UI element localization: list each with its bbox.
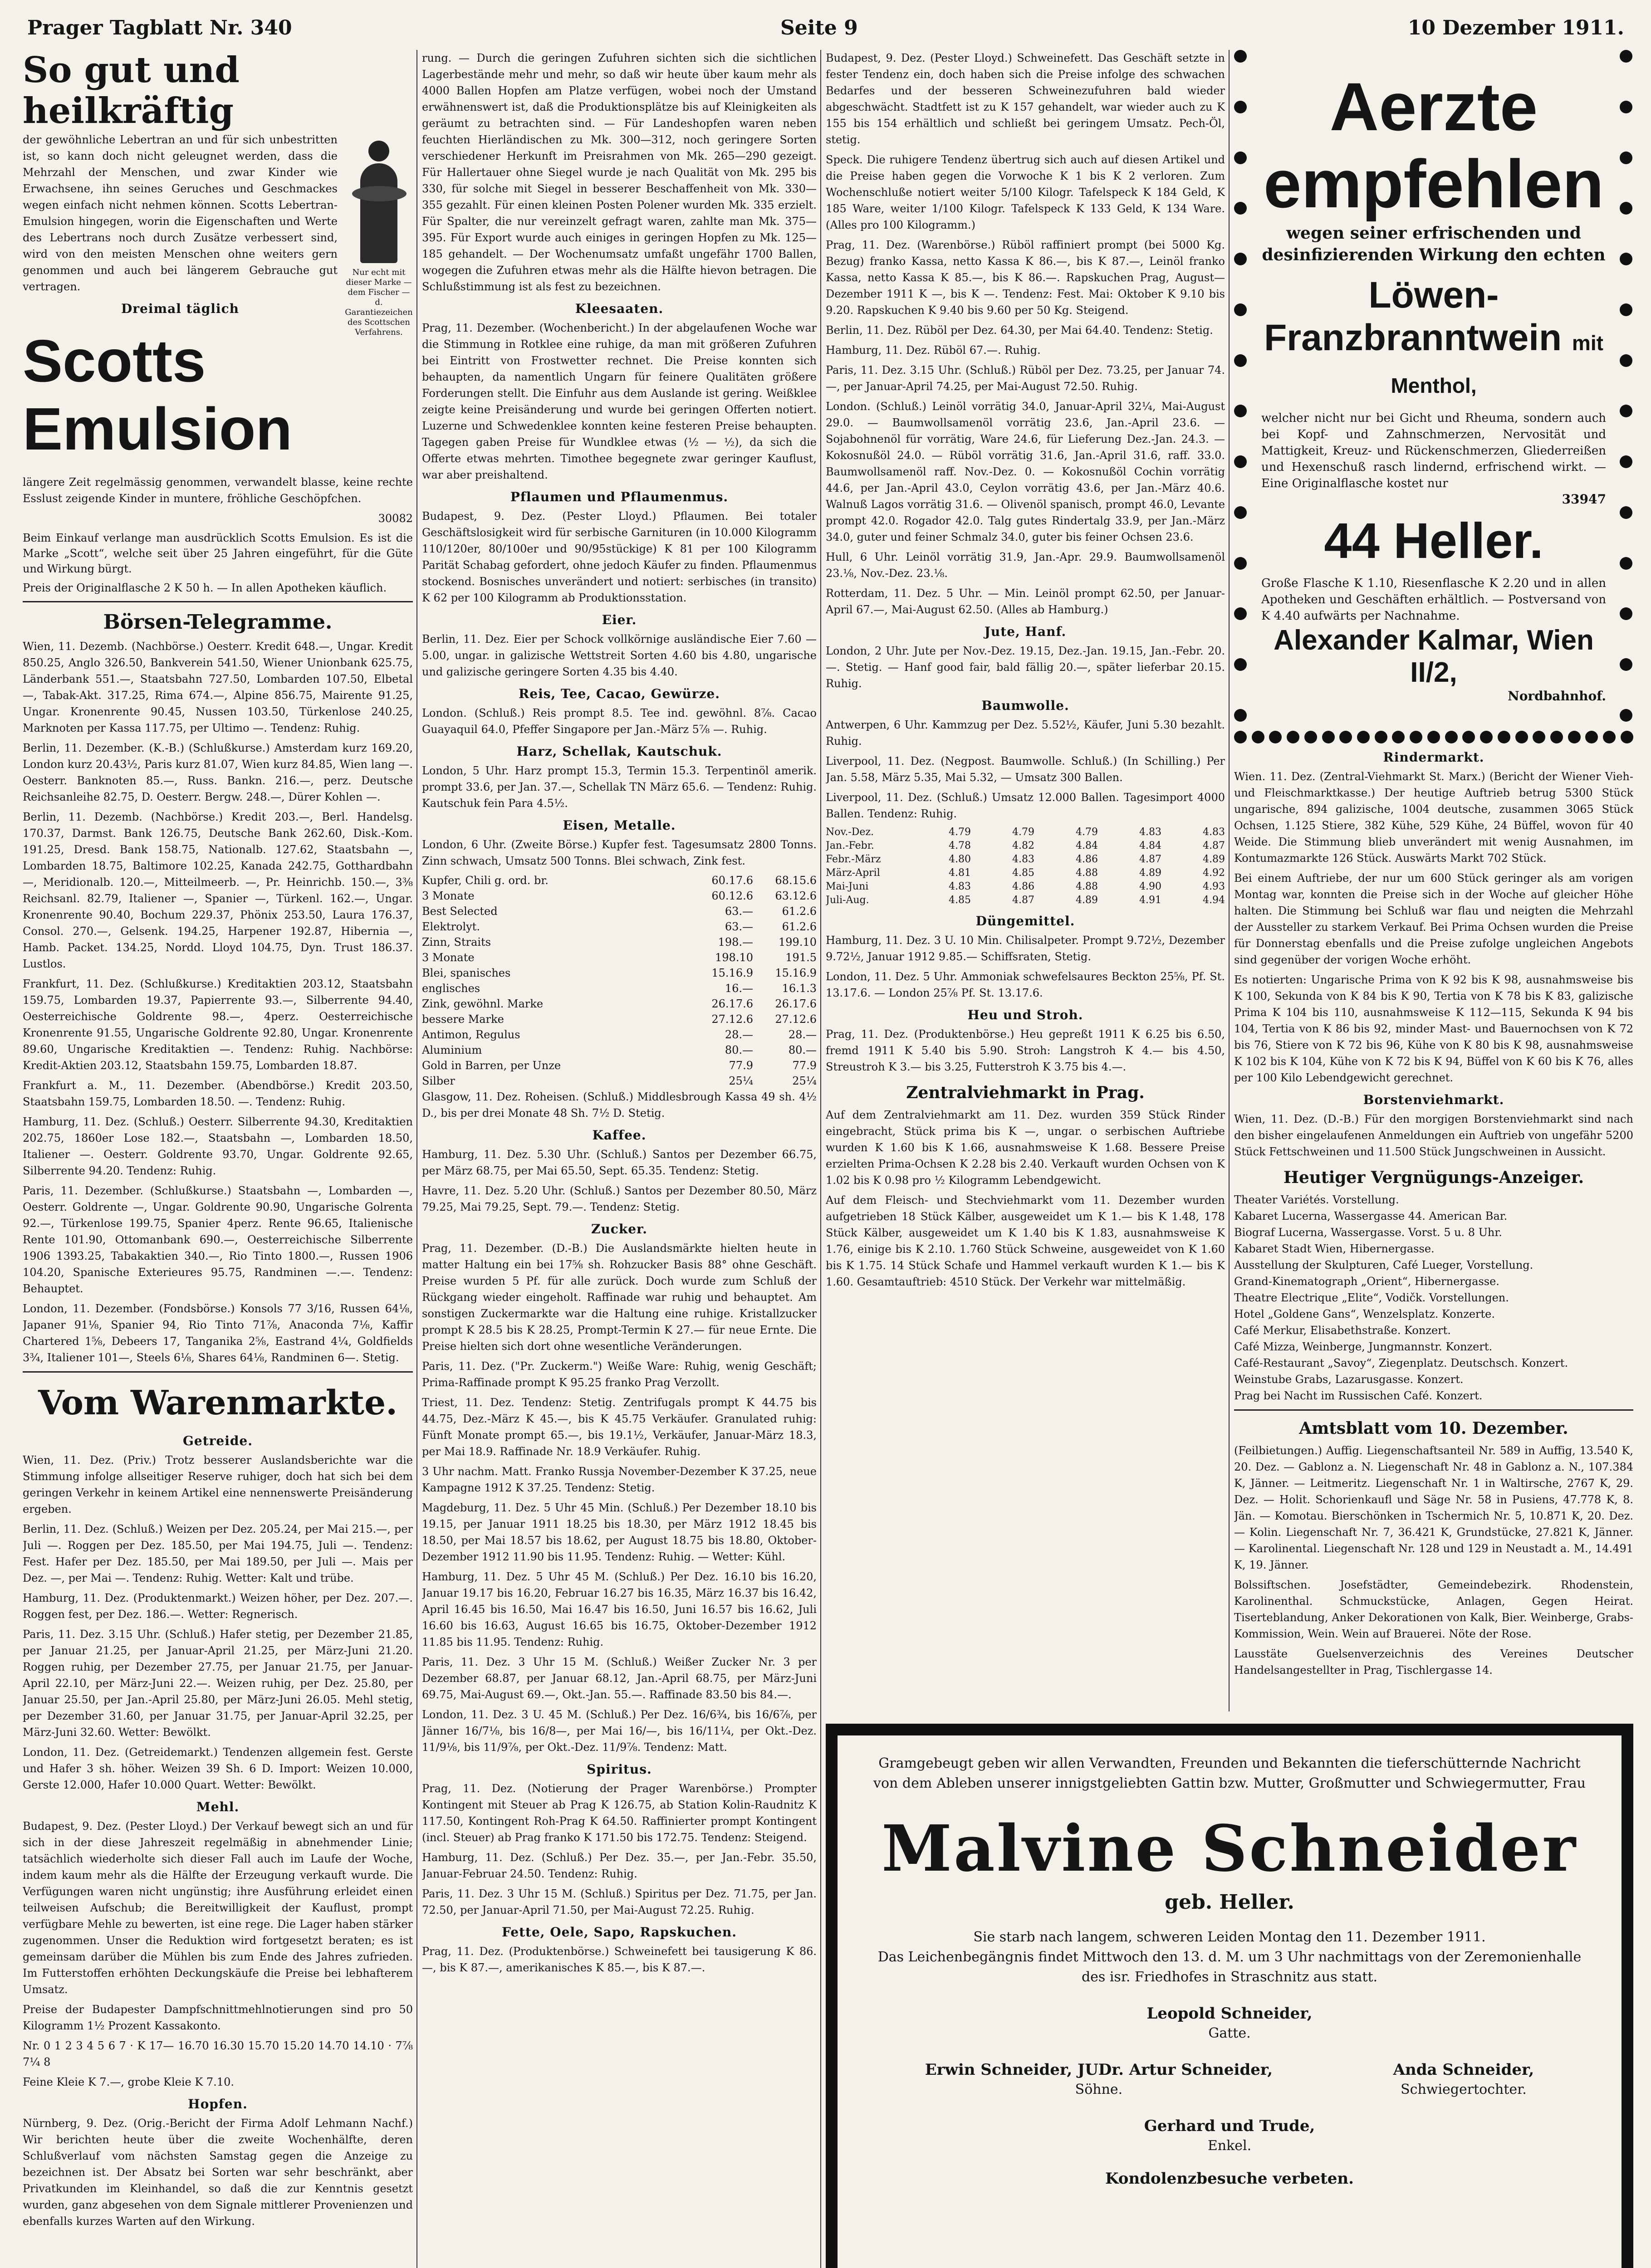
hopfen-para: Nürnberg, 9. Dez. (Orig.-Bericht der Firma Adolf Lehmann Nachf.) Wir berichten heute über die zweite Wochenhälfte, deren Schlußverlauf vom nächsten Samstag gegen die Anzeige zu bezeichnen ist. Der Absatz bei Sorten war sehr beschränkt, aber Privatkunden im Kleinhandel, so daß die zur Kenntnis gesetzt wurden, ganz abgesehen von dem Signale mittlerer Provenienzen und ebenfalls kurzes Warten auf den Wirkung. <box>23 2117 413 2228</box>
subsection-duenger: Düngemittel. <box>975 914 1075 929</box>
ad-border-dots <box>1620 50 1633 722</box>
amtsblatt-para: (Feilbietungen.) Auffig. Liegenschaftsanteil Nr. 589 in Auffig, 13.540 K, 20. Dez. — Gablonz a. N. Liegenschaft Nr. 48 in Gablonz a. N., 107.384 K, Jänner. — Leitmeritz. Liegenschaft Nr. 1 in Waltirsche, 2767 K, 29. Dez. — Holit. Schorienkaufl und Säge Nr. 58 in Pusiens, 47.778 K, 8. Jän. — Komotau. Bierschönken in Tschermich Nr. 5, 10.871 K, 20. Dez. — Kolin. Liegenschaft Nr. 7, 36.421 K, Grundstücke, 27.821 K, Jänner. — Karolinental. Liegenschaft Nr. 128 und 129 in Neustadt a. M., 14.491 K, 19. Jänner. <box>1234 1444 1633 1571</box>
aerzte-headline: Aerzte empfehlen <box>1263 68 1604 222</box>
cotton-row: Juli-Aug. 4.85 4.87 4.89 4.91 4.94 <box>826 894 1225 906</box>
funeral-info: Das Leichenbegängnis findet Mittwoch den 13. d. M. um 3 Uhr nachmittags von der Zeremonienhalle des isr. Friedhofes in Straschnitz aus statt. <box>877 1949 1582 1985</box>
metals-row: bessere Marke 27.12.6 27.12.6 <box>422 1013 817 1026</box>
subsection-pflaumen: Pflaumen und Pflaumenmus. <box>510 489 729 504</box>
figure-body <box>360 163 397 263</box>
getreide-para: Wien, 11. Dez. (Priv.) Trotz besserer Auslandsberichte war die Stimmung infolge allseitiger Reserve ruhiger, doch hat sich bei dem geringen Verkehr in keinem Artikel eine nennenswerte Preisänderung ergeben. <box>23 1454 413 1515</box>
aerzte-code: 33947 <box>1562 492 1606 507</box>
eier-para: Berlin, 11. Dez. Eier per Schock vollkörnige ausländische Eier 7.60 — 5.00, ungar. in galizische Wettstreit Sorten 4.60 bis 4.80, ungarische und galizische geringere Sorten 4.35 bis 4.40. <box>422 633 817 678</box>
column-2 <box>422 50 817 2268</box>
divider <box>1234 1409 1633 1411</box>
subsection-heu: Heu und Stroh. <box>967 1007 1083 1022</box>
cotton-row: Febr.-März 4.80 4.83 4.86 4.87 4.89 <box>826 854 1225 865</box>
figure-caption: Nur echt mit dieser Marke — dem Fischer — d. Garantiezeichen des Scottschen Verfahrens. <box>345 268 413 337</box>
spiritus-para: Hamburg, 11. Dez. (Schluß.) Per Dez. 35.—, per Jan.-Febr. 35.50, Januar-Februar 24.50. Tendenz: Ruhig. <box>422 1851 817 1880</box>
subsection-spiritus: Spiritus. <box>587 1762 652 1777</box>
baumwolle-para: Liverpool, 11. Dez. (Negpost. Baumwolle. Schluß.) (In Schilling.) Per Jan. 5.58, März 5.35, Mai 5.32, — Umsatz 300 Ballen. <box>826 755 1225 784</box>
fett-para: Rotterdam, 11. Dez. 5 Uhr. — Min. Leinöl prompt 62.50, per Januar-April 67.—, Mai-August 62.50. (Alles ab Hamburg.) <box>826 587 1225 616</box>
rinder-para: Wien. 11. Dez. (Zentral-Viehmarkt St. Marx.) (Bericht der Wiener Vieh- und Fleischmarktkasse.) Der heutige Auftrieb betrug 5300 Stück ungarische, 894 galizische, 1004 deutsche, zusammen 3065 Stück Ochsen, 1.125 Stiere, 382 Kühe, 529 Kühe, 24 Büffel, wovon für 40 Weide. Die Stimmung blieb unverändert mit wenig Ausnahmen, im Kontumazmarkte 126 Stück. Auswärts Markt 702 Stück. <box>1234 770 1633 865</box>
vergn-line: Theater Variétés. Vorstellung. <box>1234 1193 1399 1206</box>
vergn-line: Hotel „Goldene Gans“, Wenzelsplatz. Konzerte. <box>1234 1308 1495 1320</box>
zucker-para: Paris, 11. Dez. 3 Uhr 15 M. (Schluß.) Weißer Zucker Nr. 3 per Dezember 68.87, per Januar 68.12, Jan.-April 68.75, per März-Juni 69.75, Mai-August 69.—, Okt.-Jan. 55.—. Raffinade 83.50 bis 84.—. <box>422 1656 817 1701</box>
section-title-boersen: Börsen-Telegramme. <box>103 611 333 634</box>
vergn-line: Ausstellung der Skulpturen, Café Lueger, Vorstellung. <box>1234 1259 1533 1271</box>
aerzte-price: 44 Heller. <box>1324 513 1543 569</box>
signature-row <box>865 2060 1594 2100</box>
boersen-para: London, 11. Dezember. (Fondsbörse.) Konsols 77 3/16, Russen 64⅛, Japaner 91⅛, Spanier 94, Rio Tinto 71⅞, Anaconda 7⅛, Kaffir Chartered 1⅝, Debeers 17, Tanganika 2⅝, Eastrand 4¼, Goldfields 3¾, Italiener 101—, Steels 6⅛, Shares 64⅛, Randminen 6—. Stetig. <box>23 1302 413 1364</box>
fett-para: Prag, 11. Dez. (Warenbörse.) Rüböl raffiniert prompt (bei 5000 Kg. Bezug) franko Kassa, netto Kassa K 86.—, bis K 87.—, Leinöl franko Kassa, netto Kassa K 85.—, bis K 86.—. Rapskuchen Prag, August—Dezember 1911 K —, bis K —. Tendenz: Fest. Mai: Oktober K 9.10 bis 9.20. Rapskuchen K 9.40 bis 9.60 per 50 Kg. Steigend. <box>826 239 1225 317</box>
subsection-amtsblatt: Amtsblatt vom 10. Dezember. <box>1299 1419 1568 1438</box>
vergn-line: Kabaret Lucerna, Wassergasse 44. American Bar. <box>1234 1210 1508 1222</box>
vergn-line: Kabaret Stadt Wien, Hibernergasse. <box>1234 1242 1435 1255</box>
duenger-para: Hamburg, 11. Dez. 3 U. 10 Min. Chilisalpeter. Prompt 9.72½, Dezember 9.72½, Januar 1912 9.85.— Schiffsraten, Stetig. <box>826 934 1225 963</box>
header-page: Seite 9 <box>780 16 858 39</box>
zucker-para: 3 Uhr nachm. Matt. Franko Russja November-Dezember K 37.25, neue Kampagne 1912 K 37.25. Tendenz: Stetig. <box>422 1465 817 1494</box>
jute-para: London, 2 Uhr. Jute per Nov.-Dez. 19.15, Dez.-Jan. 19.15, Jan.-Febr. 20.—. Stetig. — Hanf good fair, bald fällig 20.—, später lieferbar 20.15. Ruhig. <box>826 645 1225 690</box>
aerzte-sub: wegen seiner erfrischenden und desinfizierenden Wirkung den echten <box>1262 224 1606 264</box>
subsection-getreide: Getreide. <box>182 1433 253 1448</box>
scott-price: Preis der Originalflasche 2 K 50 h. — In allen Apotheken käuflich. <box>23 582 387 594</box>
column-rule <box>416 50 417 2268</box>
subsection-jute: Jute, Hanf. <box>984 624 1067 639</box>
column-3 <box>826 50 1225 1711</box>
zucker-para: Hamburg, 11. Dez. 5 Uhr 45 M. (Schluß.) Per Dez. 16.10 bis 16.20, Januar 19.17 bis 16.20, Februar 16.27 bis 16.35, März 16.37 bis 16.42, April 16.45 bis 16.50, Mai 16.47 bis 16.50, Juni 16.57 bis 16.62, Juli 16.60 bis 16.63, August 16.65 bis 16.75, Oktober-Dezember 1912 11.85 bis 11.95. Tendenz: Ruhig. <box>422 1570 817 1648</box>
fisherman-figure <box>345 132 413 337</box>
fett-para: Hamburg, 11. Dez. Rüböl 67.—. Ruhig. <box>826 344 1041 357</box>
boersen-para: Frankfurt, 11. Dez. (Schlußkurse.) Kreditaktien 203.12, Staatsbahn 159.75, Lombarden 19.37, Papierrente 93.—, Silberrente 94.40, Oesterreichische Goldrente 98.—, 4perz. Oesterreichische Kronenrente 91.55, Ungarische Goldrente 92.80, Ungar. Kronenrente 89.60, Ungarische Kreditaktien —. Tendenz: Ruhig. Nachbörse: Kredit-Aktien 203.12, Staatsbahn 159.75, Lombarden 18.87. <box>23 978 413 1072</box>
subsection-zucker: Zucker. <box>591 1222 647 1237</box>
metals-table <box>422 873 817 1089</box>
scott-headline: So gut und heilkräftig <box>23 50 240 132</box>
scott-code: 30082 <box>378 512 413 525</box>
cotton-row: März-April 4.81 4.85 4.88 4.89 4.92 <box>826 867 1225 879</box>
subsection-rindermarkt: Rindermarkt. <box>1383 750 1484 765</box>
death-notice <box>826 1724 1633 2268</box>
page-header <box>27 8 1624 44</box>
zentral-para: Auf dem Zentralviehmarkt am 11. Dez. wurden 359 Stück Rinder eingebracht, Stück prima bis K —, ungar. o serbischen Auftriebe wurden K 1.60 bis K 1.66, ausnahmsweise K 1.68. Bessere Preise erzielten Prima-Ochsen K 2.28 bis 2.40. Verkauft wurden Ochsen von K 1.02 bis K 0.98 pro ½ Kilogramm Lebendgewicht. <box>826 1109 1225 1187</box>
metals-row: Zink, gewöhnl. Marke 26.17.6 26.17.6 <box>422 997 817 1010</box>
zucker-para: Prag, 11. Dezember. (D.-B.) Die Auslandsmärkte hielten heute in matter Haltung ein bei 17⅝ sh. Rohzucker Basis 88° ohne Geschäft. Preise wurden 5 Pf. für alle zurück. Doch wurde zum Schluß der Rückgang wieder eingeholt. Raffinade war ruhig und behauptet. Am sonstigen Zuckermarkte war die Haltung eine ruhige. Kristallzucker prompt K 28.5 bis K 28.25, Prompt-Termin K 27.— für neue Ernte. Die Preise hielten sich dort ohne wesentliche Veränderungen. <box>422 1242 817 1353</box>
hopfen-continued: rung. — Durch die geringen Zufuhren sichten sich die sichtlichen Lagerbestände mehr und mehr, so daß wir heute über kaum mehr als 4000 Ballen Hopfen am Platze verfügen, wobei noch der Umstand erwähnenswert ist, daß die Produktionsplätze bis auf Kleinigkeiten als geräumt zu betrachten sind. — Für Landeshopfen waren neben feuchten Hierländischen zu Mk. 300—312, noch geringere Sorten verschiedener Herkunft im Preisrahmen von Mk. 265—290 gezeigt. Für Hallertauer ohne Siegel wurde je nach Qualität von Mk. 295 bis 330, für solche mit Siegel in besserer Beschaffenheit von Mk. 330—355 gezahlt. Für einen kleinen Posten Polener wurden Mk. 335 erzielt. Für Spalter, die nur vereinzelt gefragt waren, zahlte man Mk. 375—395. Für Export wurde auch einiges in geringen Hopfen zu Mk. 125—185 gehandelt. — Der Wochenumsatz umfaßt ungefähr 1700 Ballen, wogegen die Zufuhren etwas mehr als die Hälfte hievon betragen. Die Schlußstimmung ist als fest zu bezeichnen. <box>422 52 817 293</box>
subsection-baumwolle: Baumwolle. <box>981 698 1069 713</box>
baumwolle-para: Antwerpen, 6 Uhr. Kammzug per Dez. 5.52½, Käufer, Juni 5.30 bezahlt. Ruhig. <box>826 719 1225 748</box>
vergn-line: Grand-Kinematograph „Orient“, Hibernergasse. <box>1234 1275 1499 1288</box>
duenger-para: London, 11. Dez. 5 Uhr. Ammoniak schwefelsaures Beckton 25⅝, Pf. St. 13.17.6. — London 25⅞ Pf. St. 13.17.6. <box>826 970 1225 999</box>
spiritus-para: Paris, 11. Dez. 3 Uhr 15 M. (Schluß.) Spiritus per Dez. 71.75, per Jan. 72.50, per Januar-April 71.50, per Mai-August 72.25. Ruhig. <box>422 1887 817 1916</box>
eisen-para: London, 6 Uhr. (Zweite Börse.) Kupfer fest. Tagesumsatz 2800 Tonns. Zinn schwach, Umsatz 500 Tonns. Blei schwach, Zink fest. <box>422 838 817 867</box>
heu-para: Prag, 11. Dez. (Produktenbörse.) Heu gepreßt 1911 K 6.25 bis 6.50, fremd 1911 K 5.40 bis 5.90. Stroh: Langstroh K 4.— bis 4.50, Streustroh K 3.— bis 3.25, Futterstroh K 3.75 bis 4.—. <box>826 1028 1225 1073</box>
divider <box>23 601 413 602</box>
boersen-para: Berlin, 11. Dezember. (K.-B.) (Schlußkurse.) Amsterdam kurz 169.20, London kurz 20.43½, Paris kurz 81.07, Wien kurz 84.85, Wien lang —. Oesterr. Banknoten 85.—, Russ. Bankn. 216.—, perz. Deutsche Reichsanleihe 82.75, D. Oesterr. Bergw. 248.—, Dürer Kohlen —. <box>23 742 413 803</box>
cotton-row: Jan.-Febr. 4.78 4.82 4.84 4.84 4.87 <box>826 840 1225 851</box>
metals-row: 3 Monate 198.10 191.5 <box>422 951 817 964</box>
metals-row: Blei, spanisches 15.16.9 15.16.9 <box>422 967 817 979</box>
vergn-line: Café Merkur, Elisabethstraße. Konzert. <box>1234 1324 1451 1337</box>
scott-body2: längere Zeit regelmässig genommen, verwandelt blasse, keine rechte Esslust zeigende Kinder in muntere, fröhliche Geschöpfchen. <box>23 476 413 505</box>
aerzte-ad <box>1234 50 1633 722</box>
boersen-para: Paris, 11. Dezember. (Schlußkurse.) Staatsbahn —, Lombarden —, Oesterr. Goldrente —, Ungar. Goldrente 90.90, Ungarische Golrenta 92.—, Türkenlose 199.75, Spanier 4perz. Rente 96.65, Italienische Rente 101.90, Ottomanbank 690.—, Oesterreichische Silberrente 1906 1393.25, Tabakaktien 340.—, Rio Tinto 1800.—, Russen 1906 104.20, Spanische Exterieures 95.75, Randminen —.—. Tendenz: Behauptet. <box>23 1184 413 1295</box>
subsection-mehl: Mehl. <box>196 1799 240 1814</box>
aerzte-street: Nordbahnhof. <box>1508 689 1606 704</box>
kaffee-para: Hamburg, 11. Dez. 5.30 Uhr. (Schluß.) Santos per Dezember 66.75, per März 68.75, per Mai 65.50, Sept. 65.35. Tendenz: Stetig. <box>422 1148 817 1177</box>
metals-row: Best Selected 63.— 61.2.6 <box>422 905 817 918</box>
scott-small: Beim Einkauf verlange man ausdrücklich Scotts Emulsion. Es ist die Marke „Scott“, welche seit über 25 Jahren eingeführt, für die Güte und Wirkung bürgt. <box>23 532 413 575</box>
scott-brand: Scotts Emulsion <box>23 327 293 462</box>
scott-ad <box>23 50 413 596</box>
subsection-borstenvieh: Borstenviehmarkt. <box>1363 1092 1504 1107</box>
fett-para: Paris, 11. Dez. 3.15 Uhr. (Schluß.) Rüböl per Dez. 73.25, per Januar 74.—, per Januar-April 74.25, per Mai-August 72.50. Ruhig. <box>826 364 1225 393</box>
getreide-para: Berlin, 11. Dez. (Schluß.) Weizen per Dez. 205.24, per Mai 215.—, per Juli —. Roggen per Dez. 185.50, per Mai 194.75, Juli —. Tendenz: Fest. Hafer per Dez. 185.50, per Mai 189.50, per Juli —. Mais per Dez. —, per Mai —. Tendenz: Ruhig. Wetter: Kalt und trübe. <box>23 1523 413 1584</box>
zucker-para: Magdeburg, 11. Dez. 5 Uhr 45 Min. (Schluß.) Per Dezember 18.10 bis 19.15, per Januar 1911 18.25 bis 18.30, per März 1912 18.45 bis 18.50, per Mai 18.57 bis 18.62, per August 18.75 bis 18.80, Oktober-Dezember 1912 11.90 bis 11.95. Tendenz: Ruhig. — Wetter: Kühl. <box>422 1501 817 1563</box>
scott-body: der gewöhnliche Lebertran an und für sich unbestritten ist, so kann doch nicht geleugnet werden, dass die Mehrzahl der Menschen, und zwar Kinder wie Erwachsene, ihn seines Geruches und Geschmackes wegen einfach nicht nehmen können. Scotts Lebertran-Emulsion hingegen, worin die Eigenschaften und Werte des Lebertrans noch durch Zusätze verbessert sind, wird von den meisten Menschen ohne weiters gern genommen und auch bei längerem Gebrauche gut vertragen. <box>23 133 338 293</box>
getreide-para: Hamburg, 11. Dez. (Produktenmarkt.) Weizen höher, per Dez. 207.—. Roggen fest, per Dez. 186.—. Wetter: Regnerisch. <box>23 1592 413 1621</box>
metals-row: Aluminium 80.— 80.— <box>422 1044 817 1056</box>
vergn-line: Weinstube Grabs, Lazarusgasse. Konzert. <box>1234 1373 1464 1386</box>
subsection-hopfen: Hopfen. <box>188 2097 248 2112</box>
ad-bottom-dots <box>1234 731 1633 743</box>
metals-row: Zinn, Straits 198.— 199.10 <box>422 936 817 948</box>
divider <box>23 1371 413 1373</box>
baumwolle-para: Liverpool, 11. Dez. (Schluß.) Umsatz 12.000 Ballen. Tagesimport 4000 Ballen. Tendenz: Ruhig. <box>826 791 1225 820</box>
reis-para: London. (Schluß.) Reis prompt 8.5. Tee ind. gewöhnl. 8⅞. Cacao Guayaquil 64.0, Pfeffer Singapore per Jan.-März 5⅞ —. Ruhig. <box>422 707 817 736</box>
header-date: 10 Dezember 1911. <box>1407 16 1624 39</box>
header-newspaper: Prager Tagblatt Nr. 340 <box>27 16 292 39</box>
aerzte-product: Löwen-Franzbranntwein mit Menthol, <box>1264 274 1603 397</box>
pflaumen-para: Budapest, 9. Dez. (Pester Lloyd.) Pflaumen. Bei totaler Geschäftslosigkeit wird für serbische Garnituren (in 10.000 Kilogramm 110/120er, 80/100er und 90/95stückige) K 81 per 100 Kilogramm Parität Schabag gefordert, ohne jedoch Käufer zu finden. Pflaumenmus stockend. Bosnisches unverändert und notiert: serbisches (in transito) K 62 per 100 Kilogramm ab Produktionsstation. <box>422 510 817 604</box>
column-1 <box>23 50 413 2268</box>
boersen-para: Hamburg, 11. Dez. (Schluß.) Oesterr. Silberrente 94.30, Kreditaktien 202.75, 1860er Lose 182.—, Staatsbahn —, Lombarden 18.50, Italiener —. Oesterr. Goldrente 93.70, Ungar. Goldrente 92.65, Silberrente 94.20. Tendenz: Ruhig. <box>23 1115 413 1177</box>
vergn-line: Café-Restaurant „Savoy“, Ziegenplatz. Deutschsch. Konzert. <box>1234 1357 1568 1369</box>
boersen-para: Wien, 11. Dezemb. (Nachbörse.) Oesterr. Kredit 648.—, Ungar. Kredit 850.25, Anglo 326.50, Bankverein 541.50, Wiener Unionbank 625.75, Länderbank 551.—, Staatsbahn 727.50, Lombarden 107.50, Elbetal —, Tabak-Akt. 317.25, Rima 674.—, Alpine 856.75, Mairente 91.25, Ungar. Kronenrente 90.45, Nussen 103.50, Türkenlose 240.25, Marknoten per Kassa 117.75, per Ultimo —. Tendenz: Ruhig. <box>23 640 413 734</box>
aerzte-firm: Alexander Kalmar, Wien II/2, <box>1274 625 1594 688</box>
figure-head <box>368 141 389 161</box>
metals-row: Gold in Barren, per Unze 77.9 77.9 <box>422 1059 817 1072</box>
subsection-eisen: Eisen, Metalle. <box>563 818 676 833</box>
metals-row: Antimon, Regulus 28.— 28.— <box>422 1028 817 1041</box>
zentral-para: Auf dem Fleisch- und Stechviehmarkt vom 11. Dezember wurden aufgetrieben 18 Stück Kälber, ausgeweidet um K 1.— bis K 1.48, 178 Stück Kälber, ausgeweidet um K 1.40 bis K 1.83, ausnahmsweise K 1.76, einige bis K 2.10. 1.760 Stück Schweine, ausgeweidet von K 1.60 bis K 1.75. 14 Stück Schafe und Hammel verkauft wurden K 1.— bis K 1.60. Gesamtauftrieb: 4510 Stück. Der Verkehr war mittelmäßig. <box>826 1194 1225 1288</box>
signature-daughter-in-law: Anda Schneider, Schwiegertochter. <box>1393 2061 1534 2097</box>
subsection-reis: Reis, Tee, Cacao, Gewürze. <box>519 686 720 701</box>
signature-sons: Erwin Schneider, JUDr. Artur Schneider, Söhne. <box>925 2061 1273 2097</box>
rinder-para: Es notierten: Ungarische Prima von K 92 bis K 98, ausnahmsweise bis K 100, Sekunda von K 84 bis K 90, Tertia von K 78 bis K 83, galizische Prima K 104 bis 110, ausnahmsweise K 112—115, Sekunda K 94 bis 104, Tertia von K 86 bis 92, minder Mast- und Bauernochsen von K 72 bis 76, Stiere von K 72 bis 96, Kühe von K 80 bis K 98, ausnahmsweise K 102 bis K 104, Kühe von K 72 bis K 94, Büffel von K 60 bis K 76, alles per 100 Kilo Lebendgewicht gerechnet. <box>1234 973 1633 1084</box>
deceased-name: Malvine Schneider <box>882 1812 1578 1886</box>
zucker-para: Triest, 11. Dez. Tendenz: Stetig. Zentrifugals prompt K 44.75 bis 44.75, Dez.-März K 45.—, bis K 45.75 Verkäufer. Granulated ruhig: Fünft Monate prompt 65.—, bis 19.1½, Verkäufer, Januar-März 18.3, per Mai 18.9. Raffinade Nr. 18.9 Verkäufer. Ruhig. <box>422 1396 817 1458</box>
scott-dose: Dreimal täglich <box>121 301 239 316</box>
subsection-kleesaaten: Kleesaaten. <box>575 301 664 316</box>
vergn-line: Biograf Lucerna, Wassergasse. Vorst. 5 u. 8 Uhr. <box>1234 1226 1502 1239</box>
column-rule <box>1229 50 1230 1711</box>
signature-grandchildren: Gerhard und Trude, Enkel. <box>1144 2117 1315 2154</box>
subsection-zentralviehmarkt: Zentralviehmarkt in Prag. <box>906 1083 1145 1102</box>
boersen-para: Berlin, 11. Dezemb. (Nachbörse.) Kredit 203.—, Berl. Handelsg. 170.37, Darmst. Bank 126.75, Deutsche Bank 262.60, Disk.-Kom. 191.25, Dresd. Bank 158.75, Nationalb. 127.62, Staatsbahn —, Lombarden 18.75, Baltimore 102.25, Kanada 242.75, Gotthardbahn —, Meridionalb. 120.—, Mitteilmeerb. —, Pr. Heinrichb. 150.—, 3⅜ Reichsanl. 82.79, Italiener —, Spanier —, Türkenl. 162.—, Ungar. Kronenrente 90.40, Bochum 229.37, Phönix 253.50, Laura 176.37, Consol. 270.—, Gelsenk. 194.25, Harpener 192.87, Hibernia —, Hamb. Packet. 134.25, Nordd. Lloyd 104.75, Dyn. Trust 186.37. Lustlos. <box>23 811 413 970</box>
fette-para: Prag, 11. Dez. (Produktenbörse.) Schweinefett bei tausigerung K 86.—, bis K 87.—, amerikanisches K 85.—, bis K 87.—. <box>422 1945 817 1974</box>
signature-main: Leopold Schneider, Gatte. <box>1146 2004 1313 2041</box>
death-intro: Gramgebeugt geben wir allen Verwandten, Freunden und Bekannten die tieferschütternde Nachricht von dem Ableben unserer innigstgeliebten Gattin bzw. Mutter, Großmutter und Schwiegermutter, Frau <box>873 1755 1586 1791</box>
fish-icon <box>352 186 407 201</box>
subsection-eier: Eier. <box>602 612 637 627</box>
metals-row: Silber 25¼ 25¼ <box>422 1075 817 1087</box>
fett-para: Budapest, 9. Dez. (Pester Lloyd.) Schweinefett. Das Geschäft setzte in fester Tendenz ein, doch haben sich die Preise infolge des schwachen Bedarfes und der besseren Schweinezufuhren bald wieder abgeschwächt. Stadtfett ist zu K 157 gehandelt, war wieder auch zu K 155 bis 154 erhältlich und schließt bei geringem Umsatz. Pech-Öl, stetig. <box>826 52 1225 146</box>
vergn-line: Prag bei Nacht im Russischen Café. Konzert. <box>1234 1389 1483 1402</box>
amtsblatt-para: Bolssiftschen. Josefstädter, Gemeindebezirk. Rhodenstein, Karolinenthal. Schmuckstücke, Anlagen, Gegen Heirat. Tiserteblandung, Anker Dekorationen von Kalk, Bier. Weinberge, Grabs-Kommission, Wein. Wein auf Brauerei. Nöte der Rose. <box>1234 1579 1633 1640</box>
zucker-para: Paris, 11. Dez. ("Pr. Zuckerm.") Weiße Ware: Ruhig, wenig Geschäft; Prima-Raffinade prompt K 95.25 franko Prag Verzollt. <box>422 1360 817 1389</box>
fett-para: Hull, 6 Uhr. Leinöl vorrätig 31.9, Jan.-Apr. 29.9. Baumwollsamenöl 23.⅛, Nov.-Dez. 23.⅛. <box>826 551 1225 580</box>
metals-row: englisches 16.— 16.1.3 <box>422 982 817 995</box>
fett-para: Berlin, 11. Dez. Rüböl per Dez. 64.30, per Mai 64.40. Tendenz: Stetig. <box>826 324 1213 337</box>
kleesaaten-para: Prag, 11. Dezember. (Wochenbericht.) In der abgelaufenen Woche war die Stimmung in Rotklee eine ruhige, da man mit größeren Zufuhren bei Eintritt von Frostwetter rechnet. Die Preise konnten sich behaupten, da namentlich Ungarn für feinere Qualitäten größere Forderungen stellt. Die Einfuhr aus dem Auslande ist gering. Weißklee zeigte keine Preisänderung und wurde bei geringen Offerten notiert. Luzerne und Schwedenklee konnten keine festeren Preise behaupten. Tagegen gaben Preise für Wundklee etwas (½ — ½), da sich die Offerte etwas mehrten. Timothee begegnete zwar geringer Kauflust, war aber preishaltend. <box>422 322 817 481</box>
cotton-table <box>826 826 1225 907</box>
subsection-vergnuegung: Heutiger Vergnügungs-Anzeiger. <box>1283 1168 1584 1187</box>
harz-para: London, 5 Uhr. Harz prompt 15.3, Termin 15.3. Terpentinöl amerik. prompt 33.6, per Jan. 37.—, Schellak TN März 65.6. — Tendenz: Ruhig. Kautschuk fein Para 4.5½. <box>422 764 817 810</box>
boersen-para: Frankfurt a. M., 11. Dezember. (Abendbörse.) Kredit 203.50, Staatsbahn 159.75, Lombarden 18.50. —. Tendenz: Ruhig. <box>23 1079 413 1108</box>
subsection-fette: Fette, Oele, Sapo, Rapskuchen. <box>501 1925 737 1940</box>
subsection-kaffee: Kaffee. <box>592 1128 647 1143</box>
zucker-para: London, 11. Dez. 3 U. 45 M. (Schluß.) Per Dez. 16/6¾, bis 16/6⅞, per Jänner 16/7⅛, bis 16/8—, per Mai 16/—, bis 16/11¼, per Okt.-Dez. 11/9⅛, bis 11/9⅞, per Okt.-Dez. 11/9⅞. Tendenz: Matt. <box>422 1708 817 1754</box>
kaffee-para: Havre, 11. Dez. 5.20 Uhr. (Schluß.) Santos per Dezember 80.50, März 79.25, Mai 79.25, Sept. 79.—. Tendenz: Stetig. <box>422 1184 817 1213</box>
getreide-para: Paris, 11. Dez. 3.15 Uhr. (Schluß.) Hafer stetig, per Dezember 21.85, per Januar 21.25, per Januar-April 21.25, per März-Juni 21.20. Roggen ruhig, per Dezember 27.75, per Januar 21.75, per Januar-April 22.10, per März-Juni 22.—. Weizen ruhig, per Dez. 25.80, per Januar 25.50, per Jan.-April 25.80, per März-Juni 26.05. Mehl stetig, per Dezember 31.60, per Januar 31.75, per Januar-April 32.25, per März-Juni 32.60. Wetter: Bewölkt. <box>23 1628 413 1739</box>
metals-row: 3 Monate 60.12.6 63.12.6 <box>422 890 817 902</box>
cotton-row: Nov.-Dez. 4.79 4.79 4.79 4.83 4.83 <box>826 826 1225 838</box>
deceased-maiden-name: geb. Heller. <box>1165 1891 1294 1914</box>
fett-para: Speck. Die ruhigere Tendenz übertrug sich auch auf diesen Artikel und die Preise haben gegen die Vorwoche K 1 bis K 2 verloren. Zum Wochenschluße notiert weiter 5/100 Kilogr. Tafelspeck K 184 Geld, K 185 Ware, weiter 1/100 Kilogr. Tafelspeck K 133 Geld, K 134 Ware. (Alles pro 100 Kilogramm.) <box>826 153 1225 231</box>
kleie-line: Feine Kleie K 7.—, grobe Kleie K 7.10. <box>23 2076 234 2088</box>
column-4 <box>1234 50 1633 1711</box>
mehl-para: Preise der Budapester Dampfschnittmehlnotierungen sind pro 50 Kilogramm 1½ Prozent Kassakonto. <box>23 2003 413 2032</box>
metals-row: Kupfer, Chili g. ord. br. 60.17.6 68.15.6 <box>422 874 817 887</box>
subsection-harz: Harz, Schellak, Kautschuk. <box>516 744 722 759</box>
amtsblatt-para: Lausstäte Guelsenverzeichnis des Vereines Deutscher Handelsangestellter in Prag, Tischlergasse 14. <box>1234 1647 1633 1677</box>
getreide-para: London, 11. Dez. (Getreidemarkt.) Tendenzen allgemein fest. Gerste und Hafer 3 sh. höher. Weizen 39 Sh. 6 D. Import: Weizen 10.000, Gerste 12.000, Hafer 10.000 Quart. Wetter: Bewölkt. <box>23 1746 413 1791</box>
vergn-line: Theatre Electrique „Elite“, Vodičk. Vorstellungen. <box>1234 1291 1509 1304</box>
aerzte-body: welcher nicht nur bei Gicht und Rheuma, sondern auch bei Kopf- und Zahnschmerzen, Nervosität und Mattigkeit, Kreuz- und Rückenschmerzen, Gliederreißen und Hexenschuß rasch lindernd, erfrischend wirkt. — Eine Originalflasche kostet nur <box>1261 411 1606 490</box>
ad-border-dots <box>1234 50 1248 722</box>
mehl-para: Budapest, 9. Dez. (Pester Lloyd.) Der Verkauf bewegt sich an und für sich in der diese Jahreszeit regelmäßig in abnehmender Linie; tatsächlich wiederholte sich dieser Fall auch im Laufe der Woche, indem kaum mehr als die Hälfte der Erzeugung verkauft wurde. Die Verfügungen waren nicht ungünstig; ihre Ausführung erleidet einen teilweisen Aufschub; die Bereitwilligkeit der Kauflust, prompt verfügbare Mehle zu bewerten, ist eine rege. Die Lager haben stärker zugenommen. Unser die Reduktion wird fortgesetzt beraten; es ist gemeinsam darüber die Mühlen bis zum Ende des Jahres zufrieden. Im Futterstoffen erhöhten Deckungskäufe die Preise bei lebhafterem Umsatz. <box>23 1820 413 1996</box>
rinder-para: Bei einem Auftriebe, der nur um 600 Stück geringer als am vorigen Montag war, konnten die Preise sich in der Woche auf gleicher Höhe halten. Die Stimmung bei Schluß war flau und neigten die Mehrzahl der Aussteller zu starkem Verkauf. Bei Prima Ochsen wurden die Preise für Donnerstag ebenfalls und die Preise zufolge ungleichen Angebots sind gegenüber der vorigen Woche erhöht. <box>1234 872 1633 966</box>
aerzte-detail: Große Flasche K 1.10, Riesenflasche K 2.20 und in allen Apotheken und Geschäften erhältlich. — Postversand von K 4.40 aufwärts per Nachnahme. <box>1261 577 1606 623</box>
column-rule <box>820 50 821 2268</box>
metals-tail: Glasgow, 11. Dez. Roheisen. (Schluß.) Middlesbrough Kassa 49 sh. 4½ D., bis per drei Monate 48 Sh. 7½ D. Stetig. <box>422 1090 817 1119</box>
section-title-warenmarkt: Vom Warenmarkte. <box>38 1383 398 1422</box>
metals-row: Elektrolyt. 63.— 61.2.6 <box>422 920 817 933</box>
cotton-row: Mai-Juni 4.83 4.86 4.88 4.90 4.93 <box>826 881 1225 892</box>
fett-para: London. (Schluß.) Leinöl vorrätig 34.0, Januar-April 32¼, Mai-August 29.0. — Baumwollsamenöl vorrätig 23.6, Jan.-April 23.6. — Sojabohnenöl für vorrätig, Ware 24.6, für Lieferung Dez.-Jan. 24.3. — Kokosnußöl 24.0. — Rüböl vorrätig 31.6, Jan.-April 31.6, raff. 33.0. Baumwollsamenöl raff. Nov.-Dez. 0. — Kokosnußöl Cochin vorrätig 44.6, per Jan.-April 43.0, Ceylon vorrätig 43.6, per Jan.-März 40.6. Walnuß Lagos vorrätig 31.6. — Olivenöl spanisch, prompt 46.0, Levante prompt 42.0. Rogador 42.0. Talg gutes Rindertalg 33.9, per Jan.-März 34.0, guter und feiner Schmalz 34.0, guter bis feiner Ochsen 23.6. <box>826 400 1225 543</box>
death-footer: Kondolenzbesuche verbeten. <box>1105 2170 1354 2188</box>
borsten-para: Wien, 11. Dez. (D.-B.) Für den morgigen Borstenviehmarkt sind nach den bisher eingelaufenen Anmeldungen ein Auftrieb von ungefähr 5200 Stück Fettschweinen und 11.500 Stück Jungschweinen in Aussicht. <box>1234 1113 1633 1158</box>
vergn-line: Café Mizza, Weinberge, Jungmannstr. Konzert. <box>1234 1340 1493 1353</box>
mehl-numbers: Nr. 0 1 2 3 4 5 6 7 · K 17— 16.70 16.30 15.70 15.20 14.70 14.10 · 7⅞ 7¼ 8 <box>23 2039 413 2068</box>
death-date: Sie starb nach langem, schweren Leiden Montag den 11. Dezember 1911. <box>973 1929 1486 1945</box>
spiritus-para: Prag, 11. Dez. (Notierung der Prager Warenbörse.) Prompter Kontingent mit Steuer ab Prag K 126.75, ab Station Kolin-Raudnitz K 117.50, Kontingent Roh-Prag K 64.50. Raffinierter prompt Kontingent (incl. Steuer) ab Prag franko K 171.50 bis 172.75. Tendenz: Steigend. <box>422 1782 817 1844</box>
